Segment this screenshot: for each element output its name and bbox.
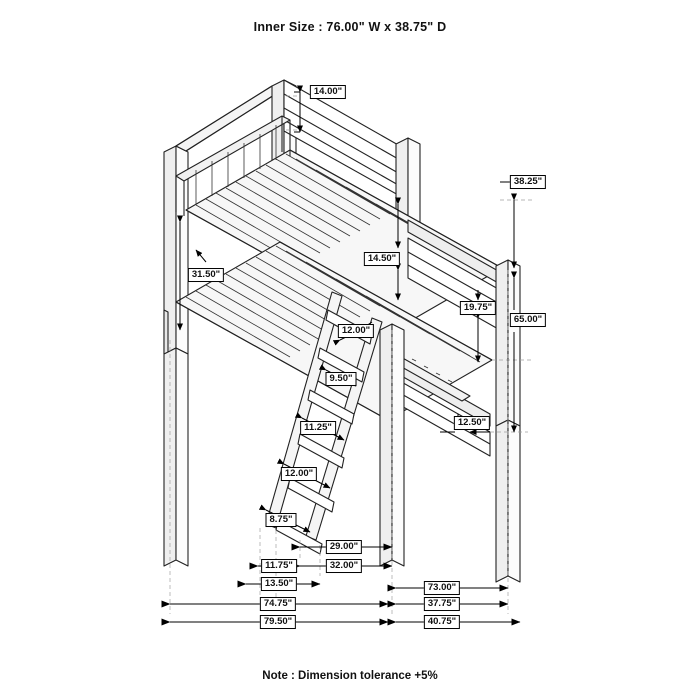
- dimension-label-d-12-00a: 12.00": [338, 324, 374, 338]
- dimension-label-d-12-00b: 12.00": [281, 467, 317, 481]
- tolerance-note: Note : Dimension tolerance +5%: [262, 670, 438, 682]
- dimension-label-d-74-75: 74.75": [260, 597, 296, 611]
- dimension-label-d-12-50: 12.50": [454, 416, 490, 430]
- dimension-label-d-31-50: 31.50": [188, 268, 224, 282]
- dimension-label-d-40-75: 40.75": [424, 615, 460, 629]
- dimension-label-d-73-00: 73.00": [424, 581, 460, 595]
- dimension-label-d-14-50: 14.50": [364, 252, 400, 266]
- dimension-label-d-32-00: 32.00": [326, 559, 362, 573]
- dimension-label-d-9-50: 9.50": [326, 372, 357, 386]
- dimension-label-d-11-25: 11.25": [300, 421, 336, 435]
- dimension-label-d-11-75: 11.75": [261, 559, 297, 573]
- dimension-label-d-38-25: 38.25": [510, 175, 546, 189]
- dimension-label-d-79-50: 79.50": [260, 615, 296, 629]
- page-title: Inner Size : 76.00" W x 38.75" D: [253, 20, 447, 34]
- dimension-label-d-13-50: 13.50": [261, 577, 297, 591]
- dimension-label-d-8-75: 8.75": [266, 513, 297, 527]
- dimension-label-d-14-00: 14.00": [310, 85, 346, 99]
- dimension-label-d-29-00: 29.00": [326, 540, 362, 554]
- dimension-label-d-65-00: 65.00": [510, 313, 546, 327]
- dimension-label-d-19-75: 19.75": [460, 301, 496, 315]
- dimension-label-d-37-75: 37.75": [424, 597, 460, 611]
